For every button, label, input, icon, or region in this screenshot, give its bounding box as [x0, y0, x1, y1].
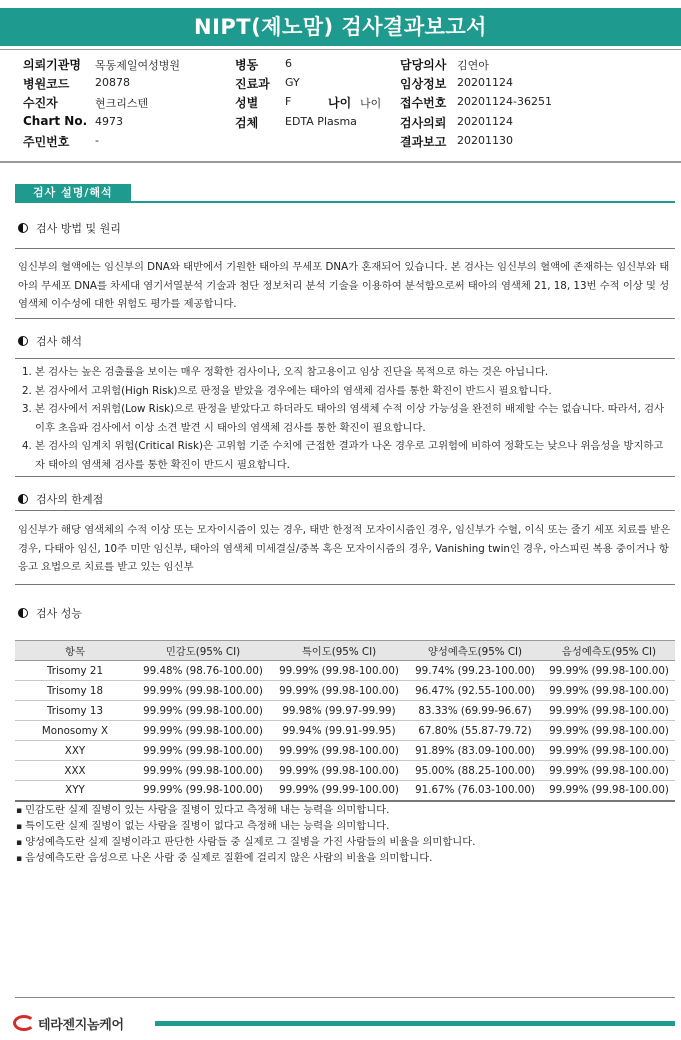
- table-cell: 99.74% (99.23-100.00): [407, 661, 543, 681]
- divider: [0, 161, 681, 163]
- table-row: [15, 681, 675, 701]
- specimen-label: 검체: [235, 116, 259, 130]
- performance-heading: [18, 606, 82, 622]
- sex-value: F: [285, 95, 292, 108]
- half-circle-icon: [18, 223, 28, 233]
- patient-info: [23, 56, 663, 152]
- column-header: 특이도(95% CI): [271, 641, 407, 661]
- table-cell: Monosomy X: [15, 721, 135, 741]
- sex-label: 성별: [235, 96, 259, 110]
- half-circle-icon: [18, 494, 28, 504]
- table-row: [15, 661, 675, 681]
- table-row: [15, 741, 675, 761]
- hospital-value: 목동제일여성병원: [95, 59, 181, 72]
- limits-heading-text: 검사의 한계점: [36, 493, 104, 506]
- clinical-value: 20201124: [457, 76, 513, 89]
- footer-divider: [15, 997, 675, 998]
- doctor-value: 김연아: [457, 59, 489, 72]
- note-item: ▪ 음성예측도란 음성으로 나온 사람 중 실제로 질환에 걸리지 않은 사람의 비율을 의미합니다.: [16, 851, 475, 867]
- clinical-label: 임상정보: [400, 77, 447, 91]
- half-circle-icon: [18, 608, 28, 618]
- table-cell: 91.67% (76.03-100.00): [407, 781, 543, 801]
- table-row: [15, 721, 675, 741]
- list-item: 1. 본 검사는 높은 검출률을 보이는 매우 정확한 검사이나, 오직 참고용이고 임상 진단을 목적으로 하는 것은 아닙니다.: [22, 366, 549, 378]
- note-item: ▪ 민감도란 실제 질병이 있는 사람을 질병이 있다고 측정해 내는 능력을 의미합니다.: [16, 803, 475, 819]
- table-cell: 99.99% (99.98-100.00): [271, 761, 407, 781]
- chart-value: 4973: [95, 115, 123, 128]
- interpretation-heading: [18, 334, 82, 350]
- table-row: [15, 781, 675, 801]
- dept-label: 진료과: [235, 77, 270, 91]
- code-value: 20878: [95, 76, 130, 89]
- table-cell: 99.99% (99.98-100.00): [543, 741, 675, 761]
- brand-logo: [13, 1013, 124, 1033]
- table-cell: 99.94% (99.91-99.95): [271, 721, 407, 741]
- method-paragraph: 임신부의 혈액에는 임신부의 DNA와 태반에서 기원한 태아의 무세포 DNA가 혼재되어 있습니다. 본 검사는 임신부의 혈액에 존재하는 임신부와 태아의 무세포 DNA를 차세대 염기서열분석 기술과 첨단 정보처리 분석 기술을 이용하여 분석함으로써 태아의 염색체 21, 18, 13번 수적 이상 및 성염색체 이수성에 대한 위험도 평가를 제공합니다.: [18, 261, 670, 310]
- limits-paragraph: 임신부가 해당 염색체의 수적 이상 또는 모자이시즘이 있는 경우, 태반 한정적 모자이시즘인 경우, 임신부가 수혈, 이식 또는 줄기 세포 치료를 받은 경우, 다태아 임신, 10주 미만 임신부, 태아의 염색체 미세결실/중복 혹은 모자이시즘의 경우, Vanishing twin인 경우, 아스피린 복용 중이거나 항 응고 요법으로 치료를 받고 있는 임신부: [18, 524, 671, 573]
- interpretation-list: [22, 363, 672, 474]
- half-circle-icon: [18, 336, 28, 346]
- box-bottom-line: [15, 318, 675, 319]
- table-cell: Trisomy 13: [15, 701, 135, 721]
- table-cell: 99.99% (99.98-100.00): [135, 761, 271, 781]
- note-item: ▪ 특이도란 실제 질병이 없는 사람을 질병이 없다고 측정해 내는 능력을 의미합니다.: [16, 819, 475, 835]
- table-cell: 99.99% (99.98-100.00): [271, 661, 407, 681]
- box-top-line: [15, 510, 675, 511]
- table-cell: 91.89% (83.09-100.00): [407, 741, 543, 761]
- ward-label: 병동: [235, 58, 259, 72]
- list-item: 2. 본 검사에서 고위험(High Risk)으로 판정을 받았을 경우에는 태아의 염색체 검사를 통한 확진이 반드시 필요합니다.: [22, 384, 552, 397]
- divider: [0, 49, 681, 50]
- table-cell: Trisomy 18: [15, 681, 135, 701]
- age-label: 나이: [328, 96, 352, 110]
- note-item: ▪ 양성예측도란 실제 질병이라고 판단한 사람들 중 실제로 그 질병을 가진 사람들의 비율을 의미합니다.: [16, 835, 475, 851]
- performance-notes: [16, 803, 475, 867]
- table-cell: 99.99% (99.98-100.00): [543, 661, 675, 681]
- report-value: 20201130: [457, 134, 513, 147]
- specimen-value: EDTA Plasma: [285, 115, 357, 128]
- column-header: 음성예측도(95% CI): [543, 641, 675, 661]
- table-cell: 95.00% (88.25-100.00): [407, 761, 543, 781]
- table-cell: 99.99% (99.98-100.00): [135, 681, 271, 701]
- table-row: [15, 761, 675, 781]
- receiver-value: 현크리스텐: [95, 97, 149, 110]
- terragen-logo-icon: [13, 1015, 35, 1031]
- list-item: 3. 본 검사에서 저위험(Low Risk)으로 판정을 받았다고 하더라도 태아의 염색체 수적 이상 가능성을 완전히 배제할 수는 없습니다. 따라서, 검사 이후 초음파 검사에서 이상 소견 발견 시 태아의 염색체 검사를 통한 확진이 필요합니다.: [22, 403, 665, 434]
- table-cell: 99.99% (99.98-100.00): [271, 741, 407, 761]
- footer-accent-bar: [155, 1021, 675, 1026]
- table-cell: XXY: [15, 741, 135, 761]
- table-cell: 99.99% (99.98-100.00): [135, 701, 271, 721]
- performance-table: [15, 640, 675, 802]
- list-item: 4. 본 검사의 임계치 위험(Critical Risk)은 고위험 기준 수치에 근접한 결과가 나온 경우로 고위험에 비하여 정확도는 낮으나 위음성을 방지하고자 태아의 염색체 검사를 통한 확진이 반드시 필요합니다.: [22, 440, 664, 471]
- receipt-value: 20201124-36251: [457, 95, 552, 108]
- table-cell: 99.99% (99.98-100.00): [543, 721, 675, 741]
- table-cell: 99.48% (98.76-100.00): [135, 661, 271, 681]
- table-cell: 83.33% (69.99-96.67): [407, 701, 543, 721]
- table-cell: 99.98% (99.97-99.99): [271, 701, 407, 721]
- box-top-line: [15, 248, 675, 249]
- age-value: 나이: [360, 97, 382, 110]
- method-heading: [18, 221, 121, 237]
- table-cell: 99.99% (99.98-100.00): [543, 781, 675, 801]
- box-bottom-line: [15, 476, 675, 477]
- table-cell: XXX: [15, 761, 135, 781]
- table-cell: 99.99% (99.99-100.00): [271, 781, 407, 801]
- table-cell: XYY: [15, 781, 135, 801]
- limits-heading: [18, 492, 103, 508]
- table-cell: 99.99% (99.98-100.00): [543, 761, 675, 781]
- column-header: 항목: [15, 641, 135, 661]
- table-cell: 99.99% (99.98-100.00): [271, 681, 407, 701]
- table-cell: 99.99% (99.98-100.00): [543, 681, 675, 701]
- ward-value: 6: [285, 57, 292, 70]
- table-header-row: [15, 641, 675, 661]
- table-row: [15, 701, 675, 721]
- method-heading-text: 검사 방법 및 원리: [36, 222, 121, 235]
- section-tab-explanation: 검사 설명/해석: [15, 184, 131, 202]
- rrn-label: 주민번호: [23, 135, 70, 149]
- hospital-label: 의뢰기관명: [23, 58, 81, 72]
- dept-value: GY: [285, 76, 300, 89]
- column-header: 민감도(95% CI): [135, 641, 271, 661]
- interpretation-heading-text: 검사 해석: [36, 335, 83, 348]
- report-label: 결과보고: [400, 135, 447, 149]
- report-title: NIPT(제노맘) 검사결과보고서: [0, 8, 681, 46]
- receiver-label: 수진자: [23, 96, 58, 110]
- request-label: 검사의뢰: [400, 116, 447, 130]
- table-cell: 96.47% (92.55-100.00): [407, 681, 543, 701]
- performance-heading-text: 검사 성능: [36, 607, 83, 620]
- table-cell: 99.99% (99.98-100.00): [135, 721, 271, 741]
- box-top-line: [15, 358, 675, 359]
- table-cell: 67.80% (55.87-79.72): [407, 721, 543, 741]
- doctor-label: 담당의사: [400, 58, 447, 72]
- receipt-label: 접수번호: [400, 96, 447, 110]
- rrn-value: -: [95, 134, 99, 147]
- box-bottom-line: [15, 584, 675, 585]
- section-underline: [15, 201, 675, 203]
- chart-label: Chart No.: [23, 114, 88, 128]
- brand-name: 테라젠지놈케어: [38, 1017, 124, 1033]
- request-value: 20201124: [457, 115, 513, 128]
- table-cell: 99.99% (99.98-100.00): [543, 701, 675, 721]
- code-label: 병원코드: [23, 77, 70, 91]
- column-header: 양성예측도(95% CI): [407, 641, 543, 661]
- table-cell: Trisomy 21: [15, 661, 135, 681]
- table-cell: 99.99% (99.98-100.00): [135, 741, 271, 761]
- table-cell: 99.99% (99.98-100.00): [135, 781, 271, 801]
